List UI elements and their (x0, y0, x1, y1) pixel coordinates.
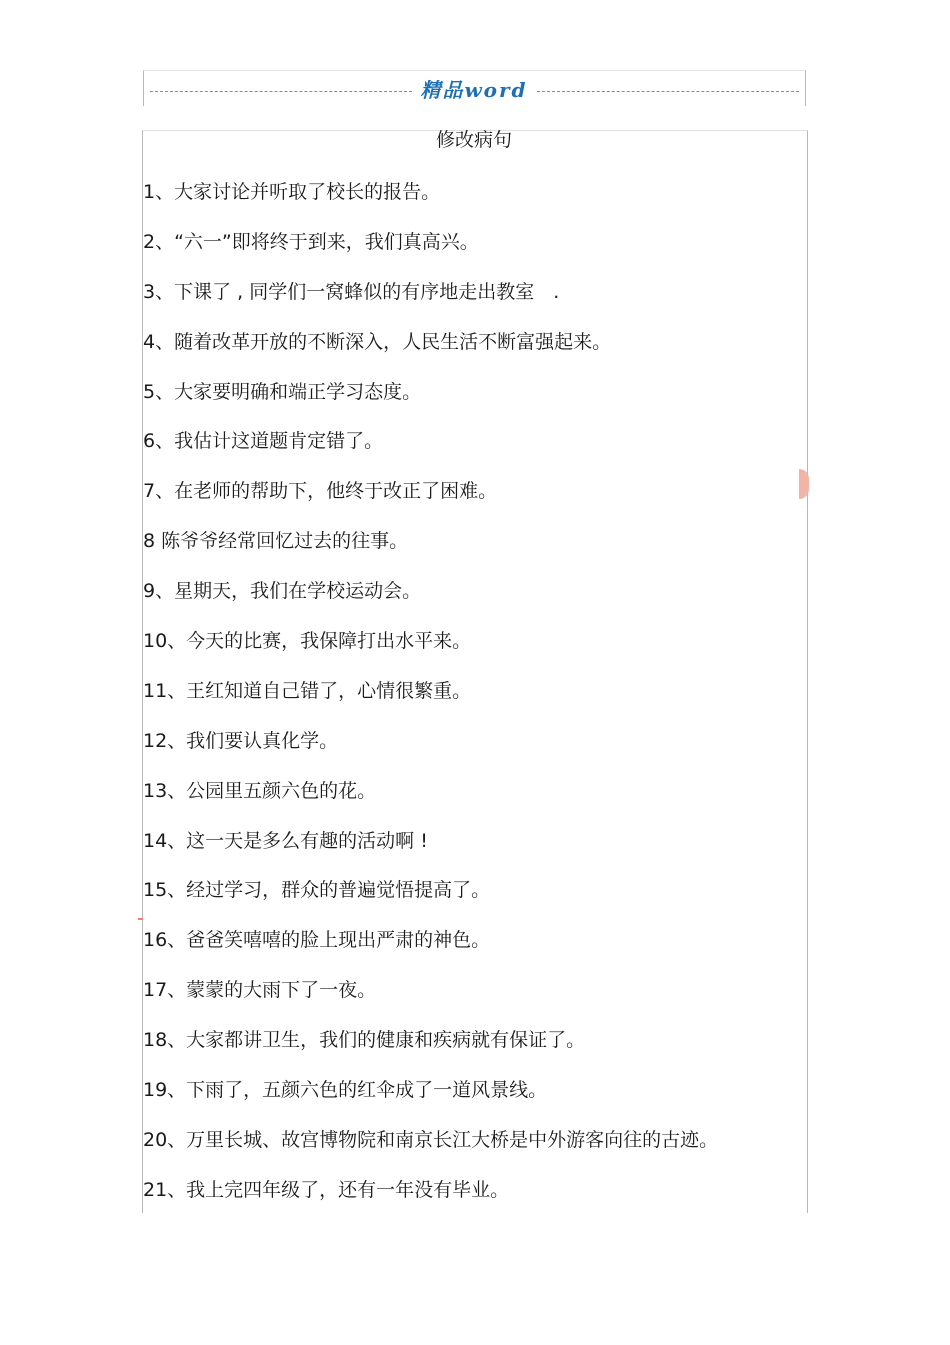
brand-logo: 精品word (420, 78, 528, 102)
list-item: 21、我上完四年级了，还有一年没有毕业。 (143, 1178, 510, 1201)
list-item: 7、在老师的帮助下，他终于改正了困难。 (143, 480, 498, 503)
page-header (143, 70, 806, 106)
list-item: 2、“六一”即将终于到来，我们真高兴。 (143, 230, 479, 253)
header-dashed-line-right (537, 91, 799, 92)
document-title: 修改病句 (435, 129, 512, 151)
list-item: 13、公园里五颜六色的花。 (143, 779, 377, 802)
list-item: 17、蒙蒙的大雨下了一夜。 (143, 979, 377, 1002)
list-item: 12、我们要认真化学。 (143, 729, 339, 752)
list-item: 3、下课了 , 同学们一窝蜂似的有序地走出教室 . (143, 280, 560, 303)
list-item: 19、下雨了，五颜六色的红伞成了一道风景线。 (143, 1079, 548, 1102)
list-item: 4、随着改革开放的不断深入，人民生活不断富强起来。 (143, 330, 612, 353)
list-item: 9、星期天，我们在学校运动会。 (143, 580, 422, 603)
header-dashed-line-left (150, 91, 412, 92)
list-item: 5、大家要明确和端正学习态度。 (143, 380, 422, 403)
list-item: 11、王红知道自己错了，心情很繁重。 (143, 679, 472, 702)
list-item: 20、万里长城、故宫博物院和南京长江大桥是中外游客向往的古迹。 (143, 1128, 719, 1151)
margin-tick (138, 918, 143, 920)
list-item: 10、今天的比赛，我保障打出水平来。 (143, 630, 472, 653)
sentence-list (143, 178, 718, 1226)
list-item: 6、我估计这道题肯定错了。 (143, 430, 384, 453)
list-item: 15、经过学习，群众的普遍觉悟提高了。 (143, 879, 491, 902)
list-item: 16、爸爸笑嘻嘻的脸上现出严肃的神色。 (143, 929, 491, 952)
list-item: 1、大家讨论并听取了校长的报告。 (143, 181, 441, 203)
list-item: 14、这一天是多么有趣的活动啊 ! (143, 829, 428, 852)
list-item: 18、大家都讲卫生，我们的健康和疾病就有保证了。 (143, 1029, 586, 1052)
list-item: 8 陈爷爷经常回忆过去的往事。 (143, 530, 409, 553)
